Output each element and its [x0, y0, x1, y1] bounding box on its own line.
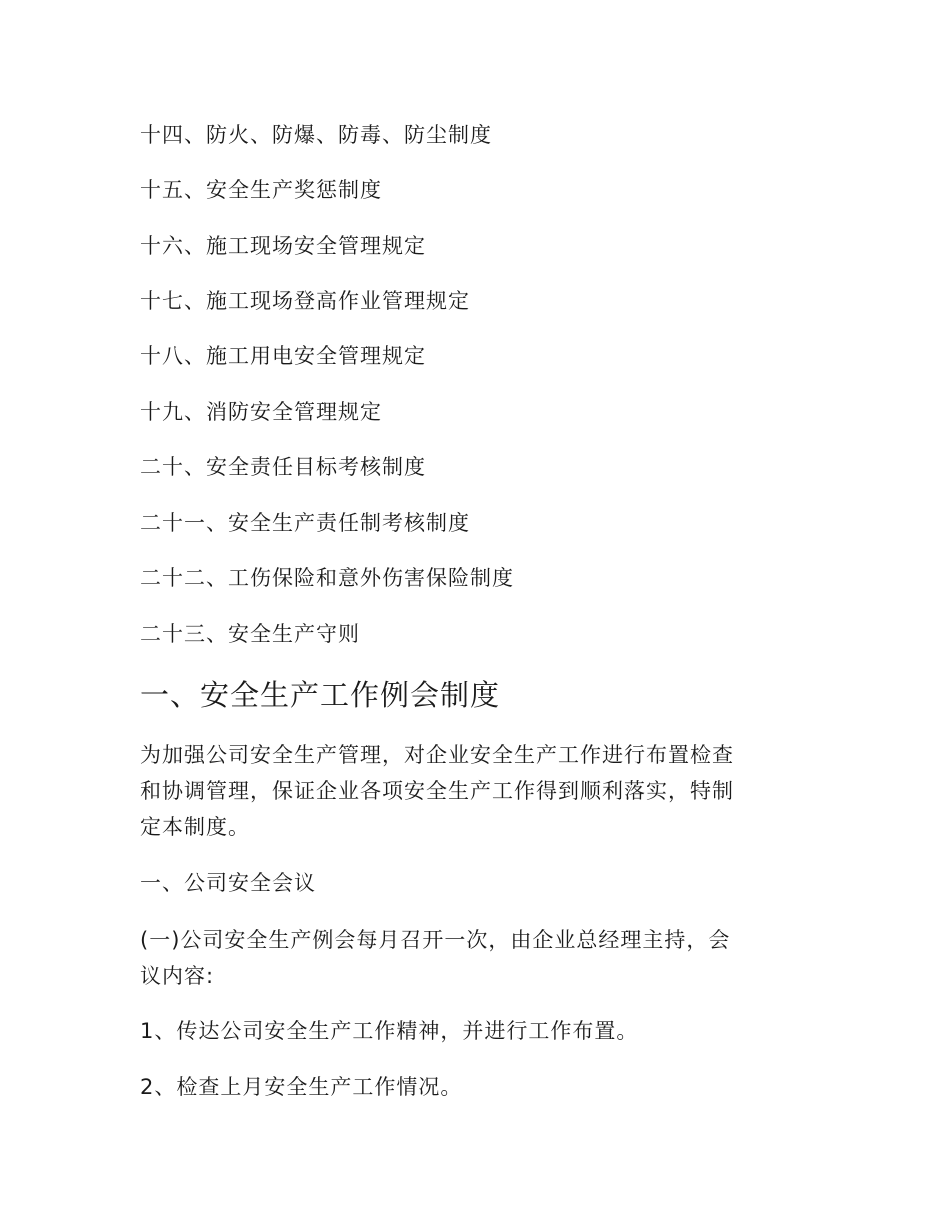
toc-item: 十六、施工现场安全管理规定 [140, 234, 426, 258]
toc-item: 十八、施工用电安全管理规定 [140, 344, 426, 368]
list-item: 2、检查上月安全生产工作情况。 [140, 1075, 463, 1099]
toc-item: 十七、施工现场登高作业管理规定 [140, 289, 470, 313]
paragraph-line: 定本制度。 [140, 815, 250, 839]
toc-item: 十九、消防安全管理规定 [140, 400, 382, 424]
section-heading: 一、安全生产工作例会制度 [140, 678, 501, 712]
toc-item: 十五、安全生产奖惩制度 [140, 178, 382, 202]
paragraph-line: 和协调管理，保证企业各项安全生产工作得到顺利落实，特制 [140, 779, 734, 803]
paragraph-line: (一)公司安全生产例会每月召开一次，由企业总经理主持，会 [140, 928, 731, 952]
paragraph-line: 为加强公司安全生产管理，对企业安全生产工作进行布置检查 [140, 743, 734, 767]
toc-item: 二十一、安全生产责任制考核制度 [140, 511, 470, 535]
toc-item: 十四、防火、防爆、防毒、防尘制度 [140, 123, 492, 147]
toc-item: 二十二、工伤保险和意外伤害保险制度 [140, 566, 514, 590]
sub-heading: 一、公司安全会议 [140, 871, 316, 895]
list-item: 1、传达公司安全生产工作精神，并进行工作布置。 [140, 1019, 639, 1043]
intro-paragraph [140, 737, 810, 845]
toc-item: 二十三、安全生产守则 [140, 622, 360, 646]
clause-paragraph [140, 922, 810, 994]
paragraph-line: 议内容: [140, 964, 215, 988]
toc-item: 二十、安全责任目标考核制度 [140, 455, 426, 479]
